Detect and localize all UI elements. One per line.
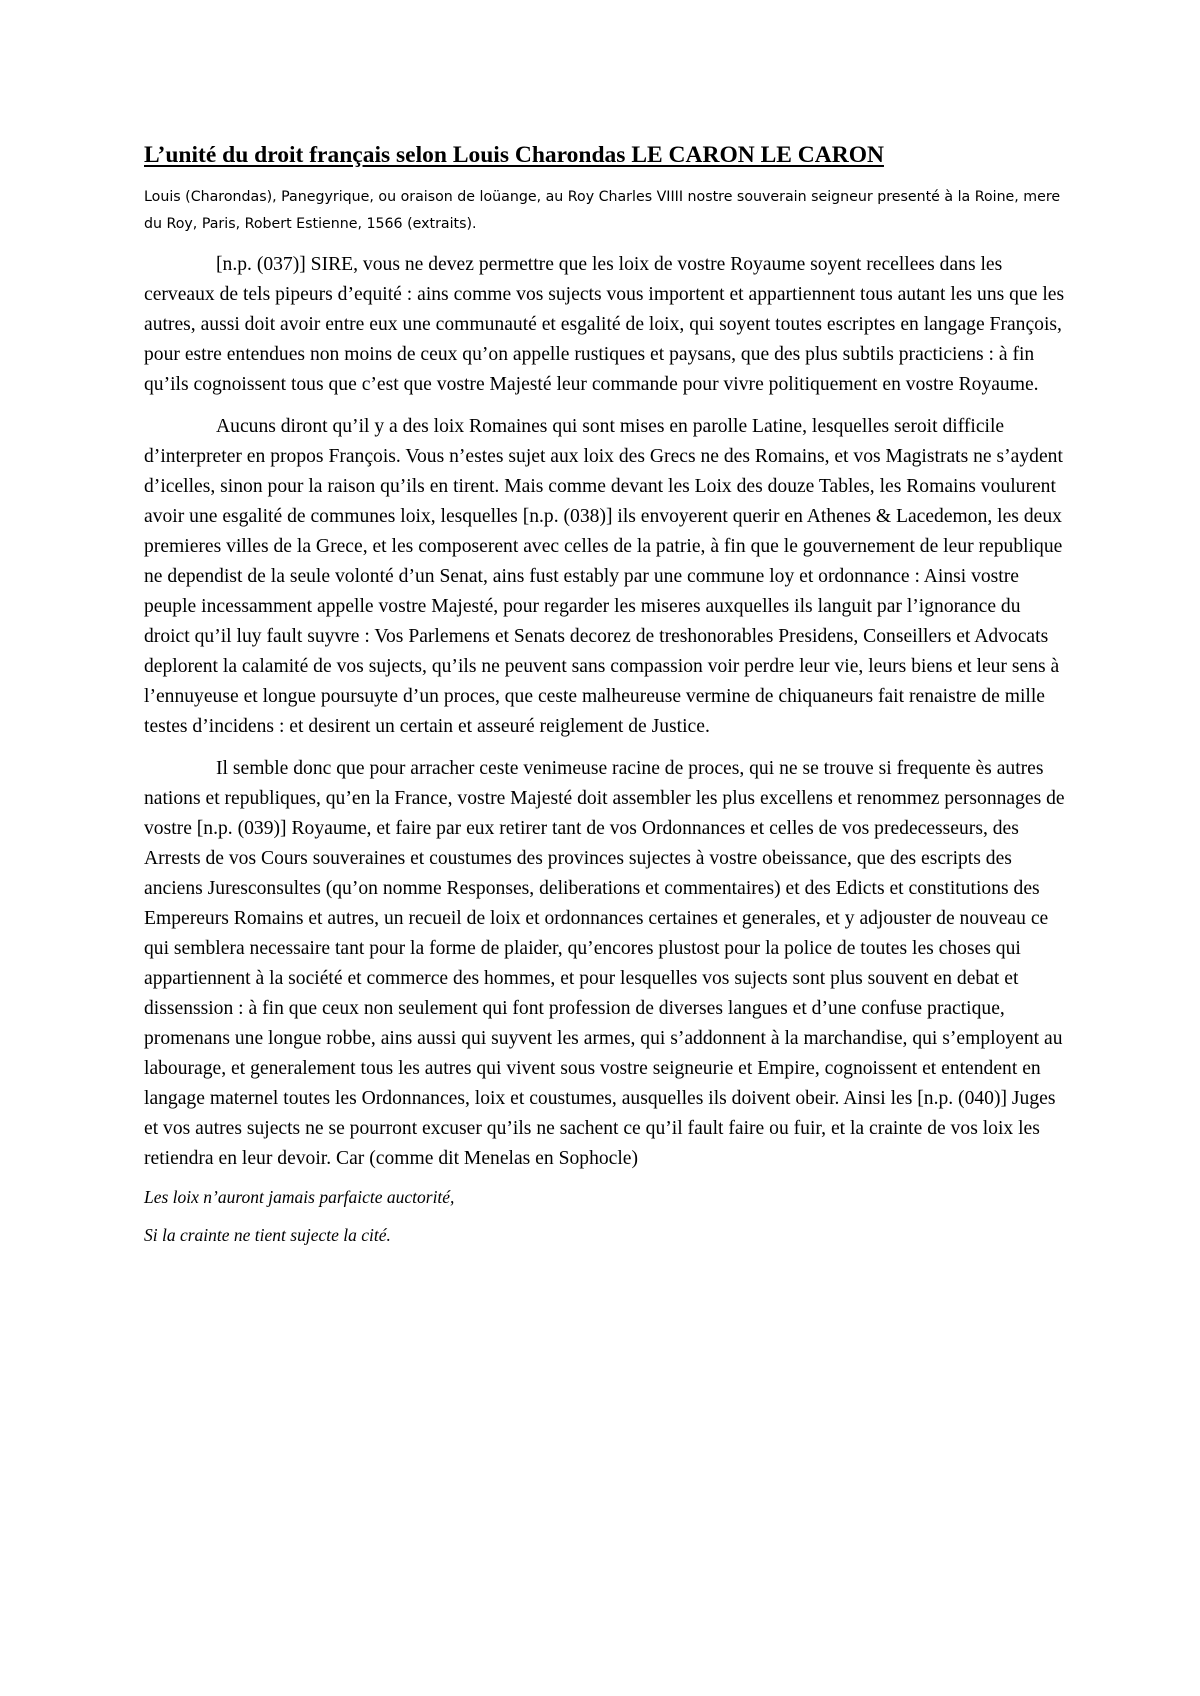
paragraph-3: Il semble donc que pour arracher ceste venimeuse racine de proces, qui ne se trouve si frequente ès autres nations et republiques, qu’en la France, vostre Majesté doit assembler les plus excellens et renommez personnages de vostre [n.p. (039)] Royaume, et faire par eux retirer tant de vos Ordonnances et celles de vos predecesseurs, des Arrests de vos Cours souveraines et coustumes des provinces sujectes à vostre obeissance, que des escripts des anciens Juresconsultes (qu’on nomme Responses, deliberations et commentaires) et des Edicts et constitutions des Empereurs Romains et autres, un recueil de loix et ordonnances certaines et generales, et y adjouster de nouveau ce qui semblera necessaire tant pour la forme de plaider, qu’encores plustost pour la police de toutes les choses qui appartiennent à la société et commerce des hommes, et pour lesquelles vos sujects sont plus souvent en debat et dissenssion : à fin que ceux non seulement qui font profession de diverses langues et d’une confuse practique, promenans une longue robbe, ains aussi qui suyvent les armes, qui s’addonnent à la marchandise, qui s’employent au labourage, et generalement tous les autres qui vivent sous vostre seigneurie et Empire, cognoissent et entendent en langage maternel toutes les Ordonnances, loix et coustumes, ausquelles ils doivent obeir. Ainsi les [n.p. (040)] Juges et vos autres sujects ne se pourront excuser qu’ils ne sachent ce qu’il fault faire ou fuir, et la crainte de vos loix les retiendra en leur devoir. Car (comme dit Menelas en Sophocle) (144, 758, 1065, 1169)
document-title: L’unité du droit français selon Louis Charondas LE CARON LE CARON (144, 142, 884, 168)
source-citation: Louis (Charondas), Panegyrique, ou oraison de loüange, au Roy Charles VIIII nostre souverain seigneur presenté à la Roine, mere du Roy, Paris, Robert Estienne, 1566 (extraits). (144, 189, 1061, 232)
verse-line-1: Les loix n’auront jamais parfaicte auctorité, (144, 1187, 455, 1207)
paragraph-1: [n.p. (037)] SIRE, vous ne devez permettre que les loix de vostre Royaume soyent recellees dans les cerveaux de tels pipeurs d’equité : ains comme vos sujects vous importent et appartiennent tous autant les uns que les autres, aussi doit avoir entre eux une communauté et esgalité de loix, qui soyent toutes escriptes en langage François, pour estre entendues non moins de ceux qu’on appelle rustiques et paysans, que des plus subtils practiciens : à fin qu’ils cognoissent tous que c’est que vostre Majesté leur commande pour vivre politiquement en vostre Royaume. (144, 254, 1065, 395)
document-page (144, 140, 1070, 1262)
paragraph-2: Aucuns diront qu’il y a des loix Romaines qui sont mises en parolle Latine, lesquelles seroit difficile d’interpreter en propos François. Vous n’estes sujet aux loix des Grecs ne des Romains, et vos Magistrats ne s’aydent d’icelles, sinon pour la raison qu’ils en tirent. Mais comme devant les Loix des douze Tables, les Romains voulurent avoir une esgalité de communes loix, lesquelles [n.p. (038)] ils envoyerent querir en Athenes & Lacedemon, les deux premieres villes de la Grece, et les composerent avec celles de la patrie, à fin que le gouvernement de leur republique ne dependist de la seule volonté d’un Senat, ains fust estably par une commune loy et ordonnance : Ainsi vostre peuple incessamment appelle vostre Majesté, pour regarder les miseres auxquelles ils languit par l’ignorance du droict qu’il luy fault suyvre : Vos Parlemens et Senats decorez de treshonorables Presidens, Conseillers et Advocats deplorent la calamité de vos sujects, qu’ils ne peuvent sans compassion voir perdre leur vie, leurs biens et leur sens à l’ennuyeuse et longue poursuyte d’un proces, que ceste malheureuse vermine de chiquaneurs fait renaistre de mille testes d’incidens : et desirent un certain et asseuré reiglement de Justice. (144, 416, 1063, 737)
verse-line-2: Si la crainte ne tient sujecte la cité. (144, 1225, 391, 1245)
